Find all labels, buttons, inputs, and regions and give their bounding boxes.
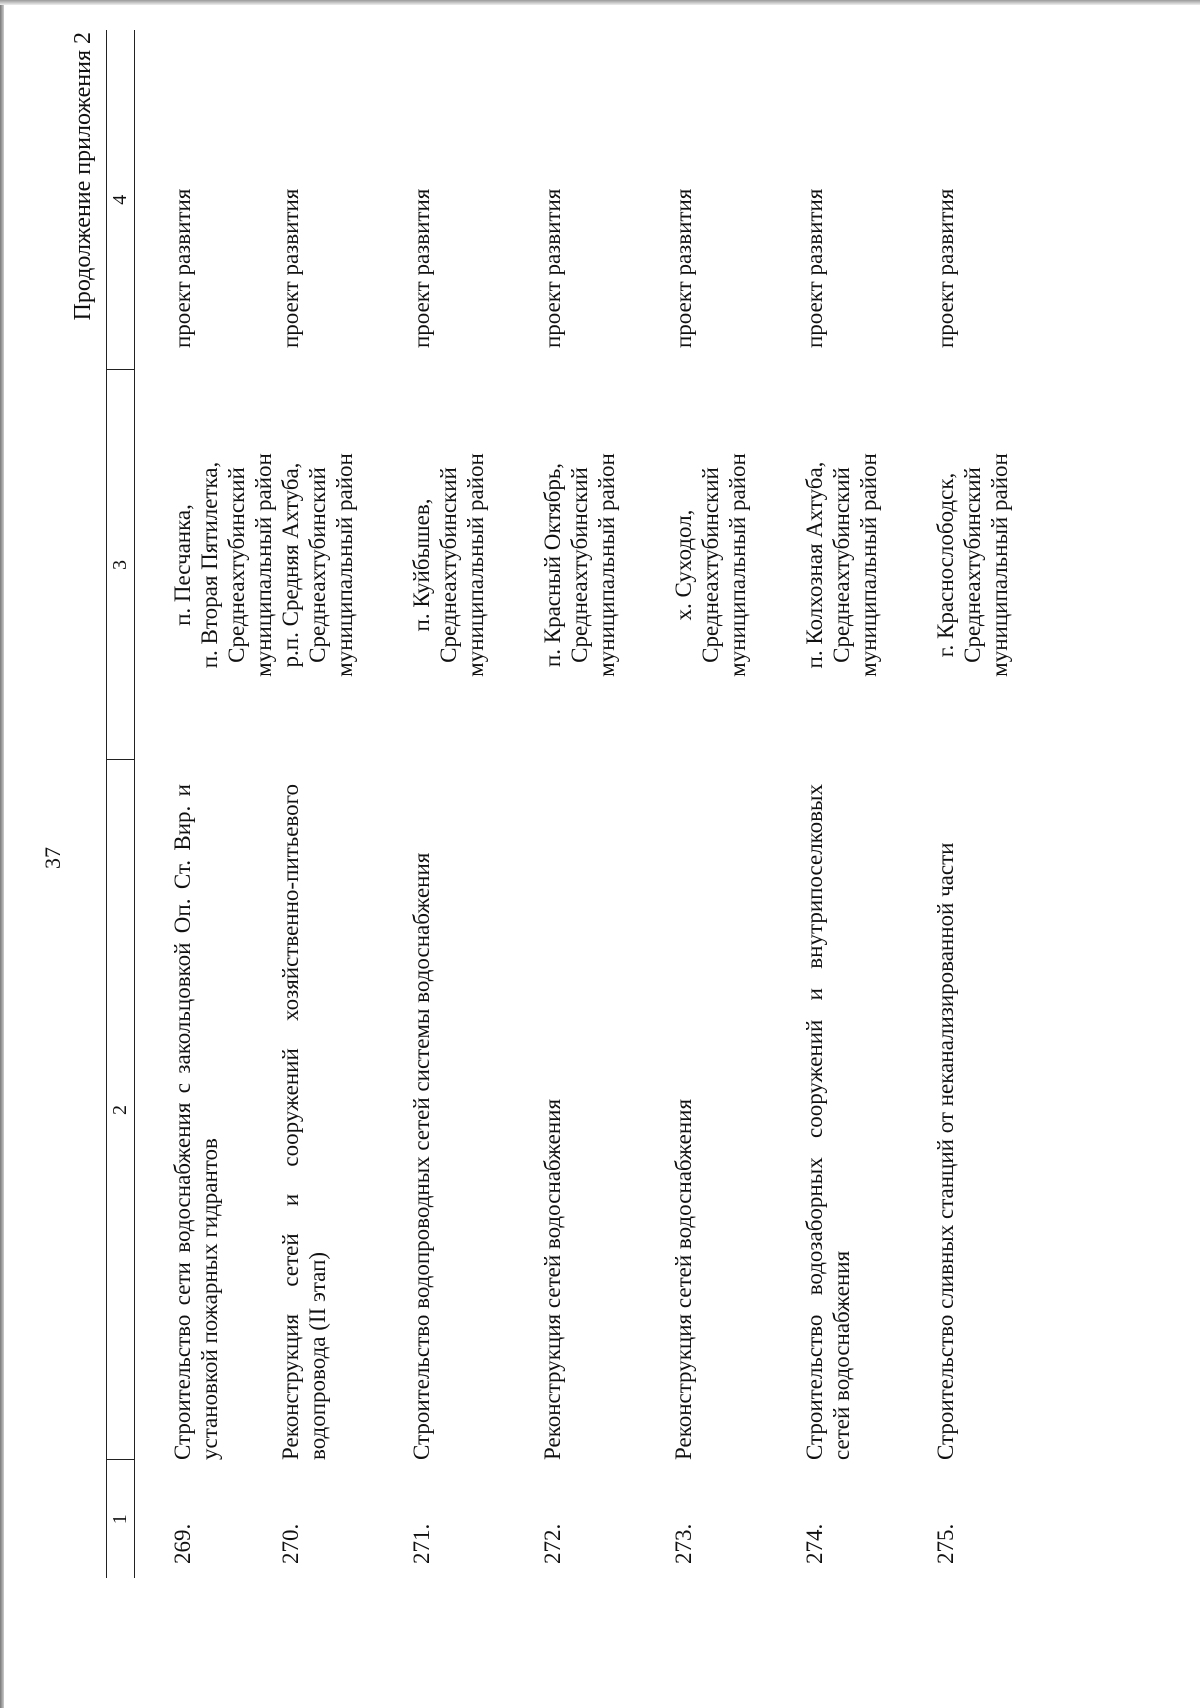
location-line: п. Красный Октябрь, <box>540 462 565 668</box>
location-line: муниципальный район <box>725 453 750 677</box>
project-status: проект развития <box>802 188 827 348</box>
project-description: Реконструкция сетей водоснабжения <box>540 1098 565 1460</box>
project-status: проект развития <box>671 188 696 348</box>
row-number: 271. <box>409 1523 434 1564</box>
row-number: 272. <box>540 1523 565 1564</box>
project-location <box>932 370 1063 760</box>
project-location <box>408 370 539 760</box>
location-line: Среднеахтубинский <box>305 467 330 663</box>
project-description: Реконструкция сетей водоснабжения <box>671 1098 696 1460</box>
column-header-1: 1 <box>107 1460 135 1578</box>
location-line: х. Суходол, <box>671 509 696 621</box>
project-status: проект развития <box>933 188 958 348</box>
project-location <box>539 370 670 760</box>
location-line: г. Краснослободск, <box>933 472 958 658</box>
row-number: 273. <box>671 1523 696 1564</box>
column-header-3: 3 <box>107 370 135 760</box>
project-description: Строительство сети водоснабжения с закольцовкой Оп. Ст. Вир. и установкой пожарных гидрантов <box>170 784 222 1460</box>
location-line: муниципальный район <box>856 453 881 677</box>
project-location <box>135 370 278 760</box>
project-status: проект развития <box>409 188 434 348</box>
table-row <box>670 30 801 1578</box>
project-status: проект развития <box>540 188 565 348</box>
table-row <box>932 30 1063 1578</box>
location-line: муниципальный район <box>332 453 357 677</box>
table-row <box>801 30 932 1578</box>
project-description: Строительство водозаборных сооружений и внутрипоселковых сетей водоснабжения <box>802 784 854 1460</box>
project-location <box>670 370 801 760</box>
location-line: Среднеахтубинский <box>829 467 854 663</box>
table-row <box>408 30 539 1578</box>
project-status: проект развития <box>278 188 303 348</box>
table-header-row <box>107 30 135 1578</box>
row-number: 269. <box>170 1523 195 1564</box>
location-line: п. Вторая Пятилетка, <box>197 461 222 669</box>
table-row <box>539 30 670 1578</box>
table-row <box>135 30 278 1578</box>
row-number: 275. <box>933 1523 958 1564</box>
location-line: Среднеахтубинский <box>960 467 985 663</box>
location-line: муниципальный район <box>594 453 619 677</box>
project-description: Реконструкция сетей и сооружений хозяйственно-питьевого водопровода (II этап) <box>278 784 330 1460</box>
page-number: 37 <box>40 847 65 869</box>
location-line: п. Колхозная Ахтуба, <box>802 461 827 669</box>
row-number: 270. <box>278 1523 303 1564</box>
project-location <box>277 370 408 760</box>
project-description: Строительство водопроводных сетей системы водоснабжения <box>409 852 434 1460</box>
column-header-2: 2 <box>107 760 135 1460</box>
location-line: муниципальный район <box>987 453 1012 677</box>
location-line: муниципальный район <box>251 453 276 677</box>
project-location <box>801 370 932 760</box>
location-line: Среднеахтубинский <box>567 467 592 663</box>
location-line: муниципальный район <box>463 453 488 677</box>
location-line: р.п. Средняя Ахтуба, <box>278 462 303 668</box>
location-line: Среднеахтубинский <box>224 467 249 663</box>
column-header-4: 4 <box>107 30 135 370</box>
project-status: проект развития <box>170 188 195 348</box>
appendix-caption: Продолжение приложения 2 <box>70 32 96 321</box>
project-description: Строительство сливных станций от неканализированной части <box>933 842 958 1460</box>
table-row <box>277 30 408 1578</box>
projects-table <box>106 30 1063 1578</box>
location-line: п. Песчанка, <box>170 504 195 626</box>
row-number: 274. <box>802 1523 827 1564</box>
location-line: Среднеахтубинский <box>698 467 723 663</box>
location-line: Среднеахтубинский <box>436 467 461 663</box>
location-line: п. Куйбышев, <box>409 498 434 632</box>
